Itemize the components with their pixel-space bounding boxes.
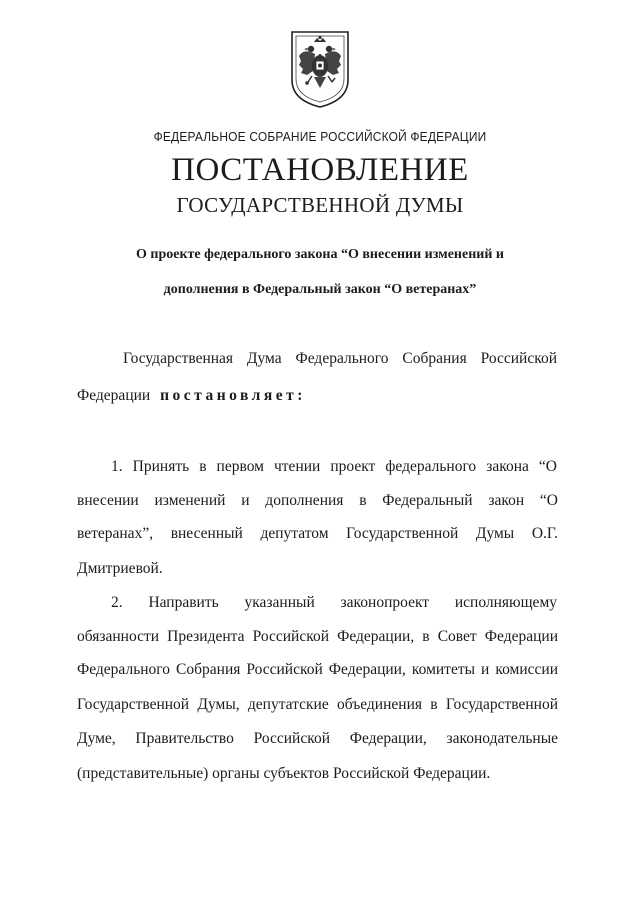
preamble-line-2 xyxy=(77,387,558,405)
item1-line-3: ветеранах”, внесенный депутатом Государственной Думы О.Г. xyxy=(77,525,558,542)
item2-line-6: (представительные) органы субъектов Российской Федерации. xyxy=(77,765,491,782)
document-issuer: ГОСУДАРСТВЕННОЙ ДУМЫ xyxy=(176,193,464,217)
organization-name: ФЕДЕРАЛЬНОЕ СОБРАНИЕ РОССИЙСКОЙ ФЕДЕРАЦИИ xyxy=(153,129,487,144)
preamble-line-2-start: Федерации xyxy=(77,387,151,404)
item2-line-2: обязанности Президента Российской Федерации, в Совет Федерации xyxy=(77,628,558,645)
subject-line-2: дополнения в Федеральный закон “О ветеранах” xyxy=(163,282,477,297)
resolves-verb: постановляет: xyxy=(160,387,306,404)
item2-line-1: 2. Направить указанный законопроект исполняющему xyxy=(111,594,557,611)
item2-line-3: Федерального Собрания Российской Федерации, комитеты и комиссии xyxy=(77,661,558,678)
item2-line-4: Государственной Думы, депутатские объединения в Государственной xyxy=(77,696,558,713)
item1-line-4: Дмитриевой. xyxy=(77,560,163,577)
coat-of-arms-icon xyxy=(288,28,352,110)
item2-line-5: Думе, Правительство Российской Федерации, законодательные xyxy=(77,730,558,747)
document-type-title: ПОСТАНОВЛЕНИЕ xyxy=(171,152,469,188)
subject-line-1: О проекте федерального закона “О внесении изменений и xyxy=(136,247,504,262)
item1-line-2: внесении изменений и дополнения в Федеральный закон “О xyxy=(77,492,558,509)
preamble-line-1: Государственная Дума Федерального Собрания Российской xyxy=(123,350,557,367)
item1-line-1: 1. Принять в первом чтении проект федерального закона “О xyxy=(111,458,557,475)
